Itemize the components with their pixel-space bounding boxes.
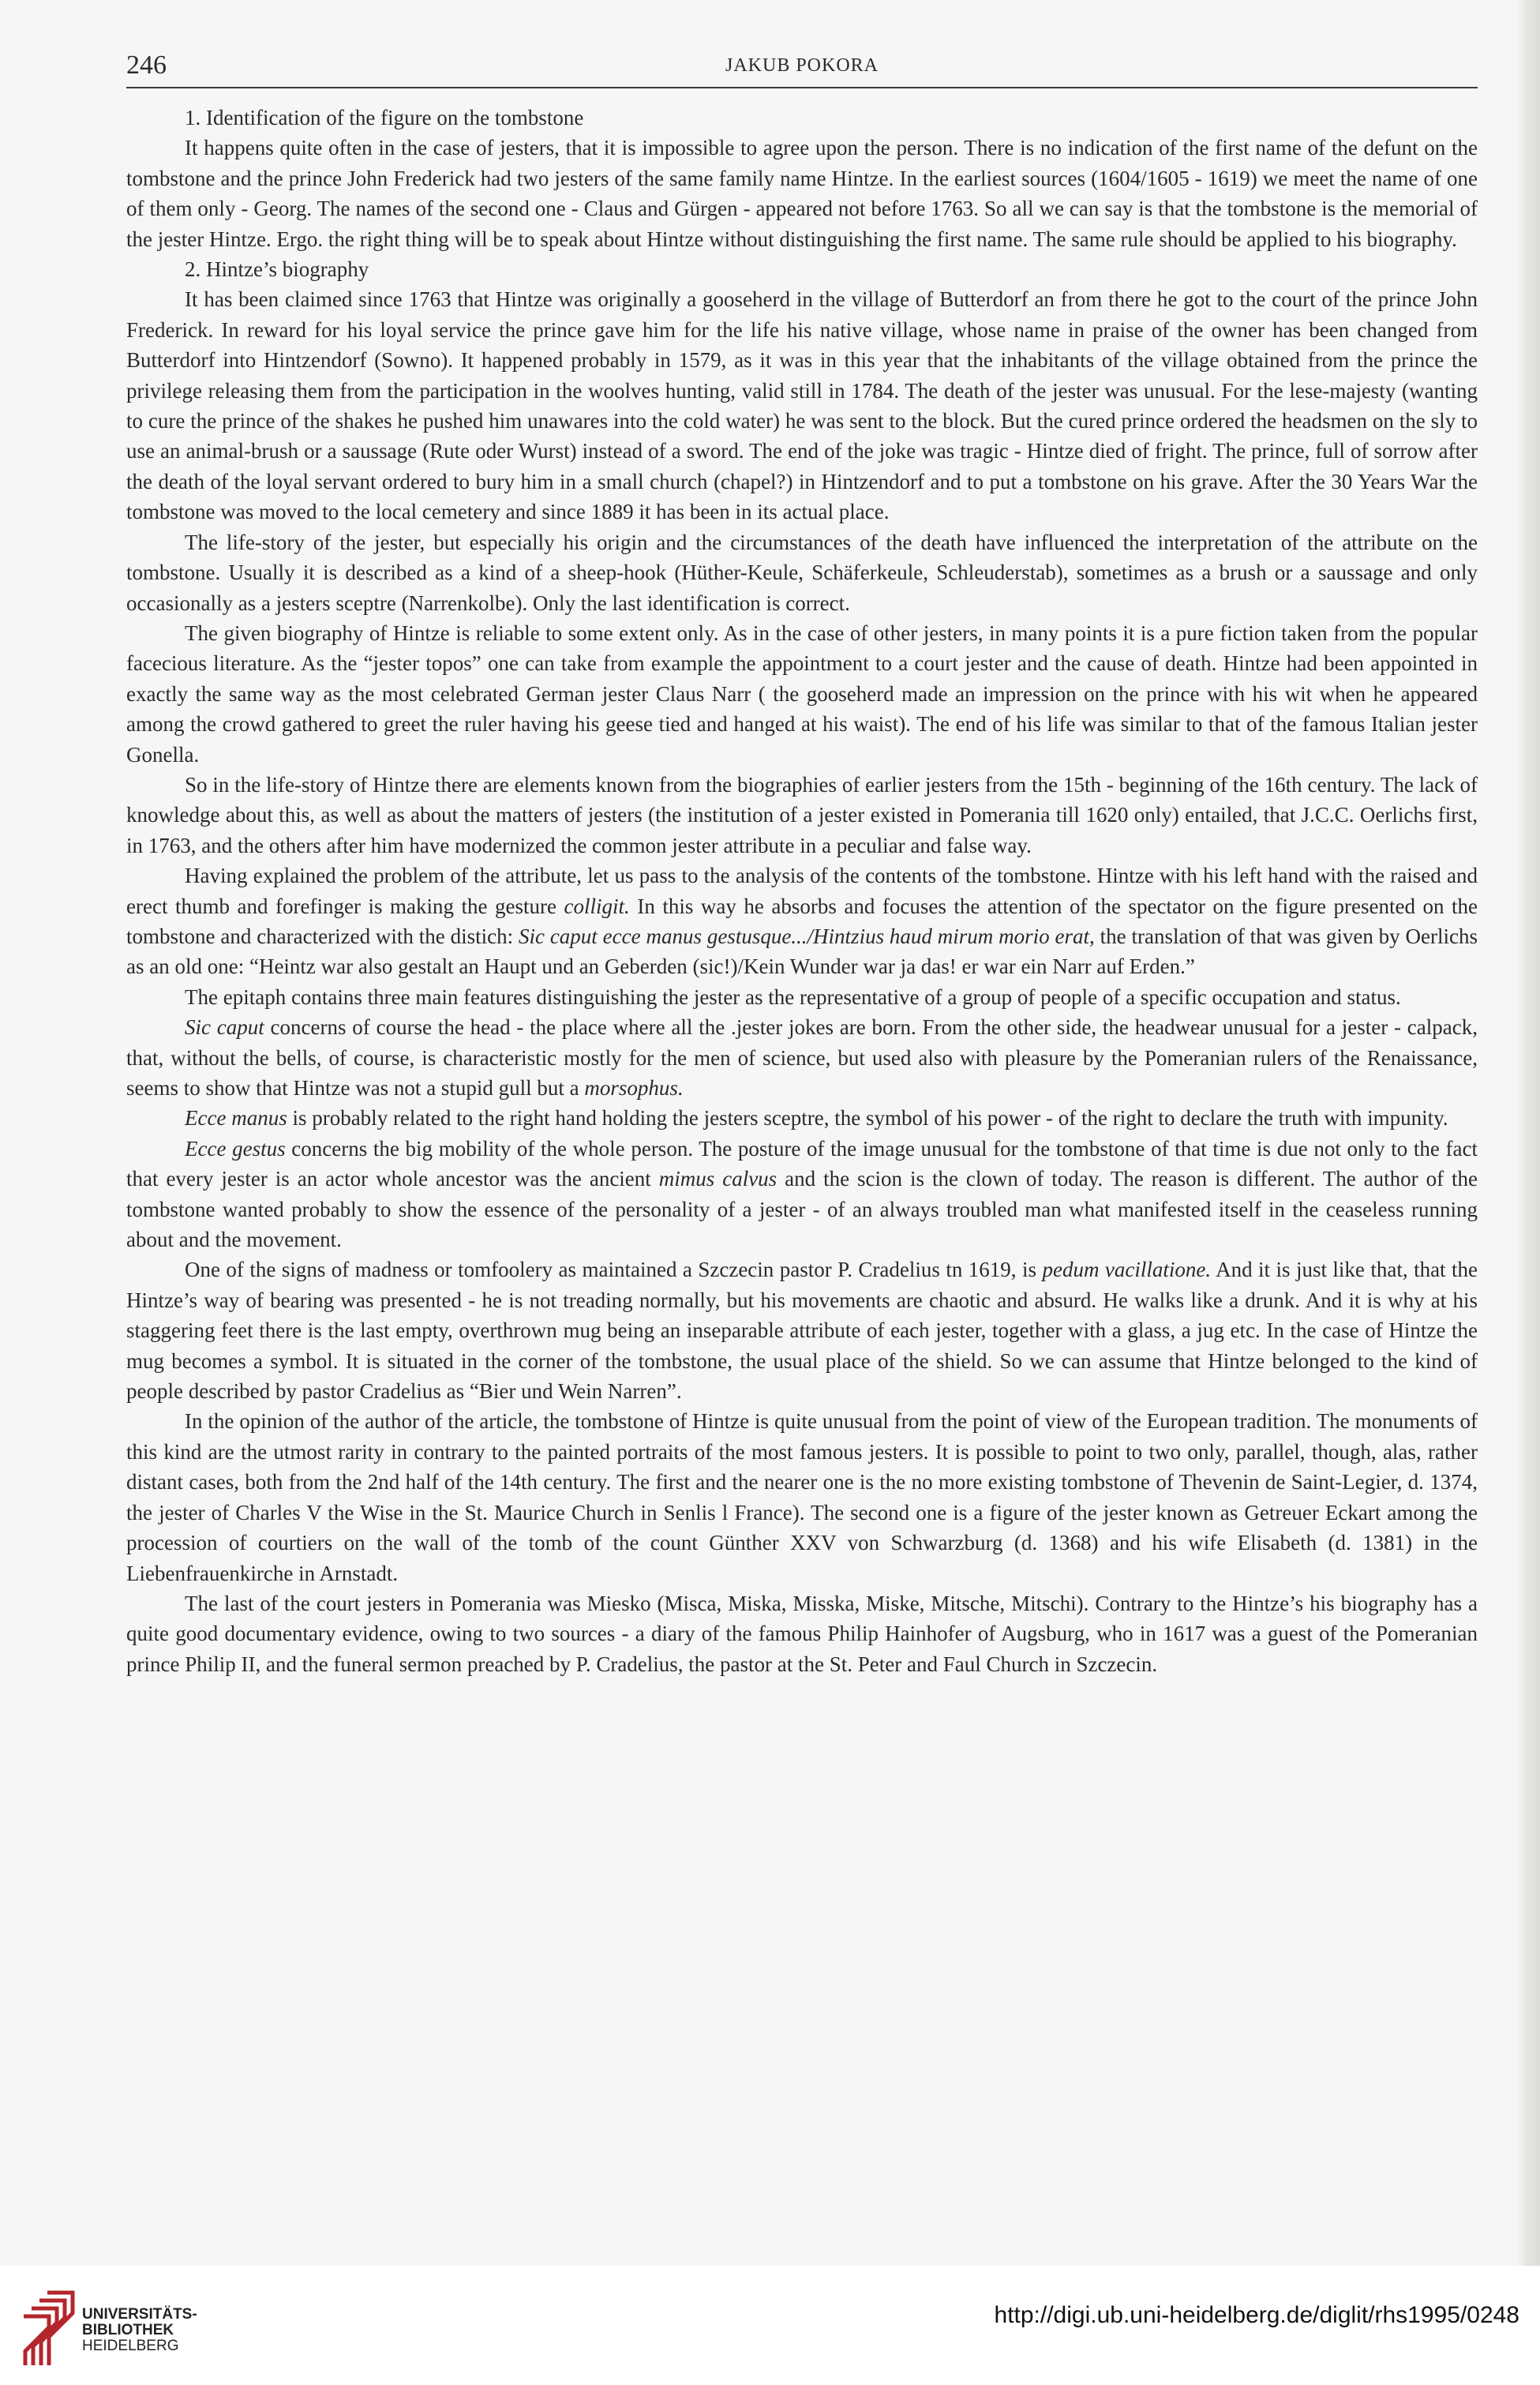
- source-url-link[interactable]: http://digi.ub.uni-heidelberg.de/diglit/rhs1995/0248: [994, 2302, 1519, 2328]
- paragraph: [126, 982, 1478, 1012]
- library-logo[interactable]: [17, 2289, 302, 2368]
- text-run: 2. Hintze’s biography: [185, 257, 369, 282]
- italic-run: Sic caput: [185, 1015, 264, 1040]
- text-run: concerns of course the head - the place where all the .jester jokes are born. From the other side, the headwear unusual for a jester - calpack, that, without the bells, of course, is characteristic mostly for the men of science, but used also with pleasure by the Pomeranian rulers of the Renaissance, seems to show that Hintze was not a stupid gull but a: [126, 1015, 1478, 1100]
- text-run: and the scion is the clown of today. The reason is different. The author of the tombstone wanted probably to show the essence of the personality of a jester - of an always troubled man what manifested itself in the ceaseless running about and the movement.: [126, 1167, 1478, 1252]
- italic-run: Ecce manus: [185, 1106, 287, 1131]
- italic-run: Ecce gestus: [185, 1136, 286, 1161]
- library-logo-text: [82, 2307, 197, 2354]
- italic-run: pedum vacillatione.: [1042, 1258, 1212, 1282]
- text-run: Having explained the problem of the attribute, let us pass to the analysis of the contents of the tombstone. Hintze with his left hand with the raised and erect thumb and forefinger is making the gesture: [126, 864, 1478, 918]
- text-run: The given biography of Hintze is reliable to some extent only. As in the case of other jesters, in many points it is a pure fiction taken from the popular facecious literature. As the “jester topos” one can take from example the appointment to a court jester and the cause of death. Hintze had been appointed in exactly the same way as the most celebrated German jester Claus Narr ( the gooseherd made an impression on the prince with his wit when he appeared among the crowd gathered to greet the ruler having his geese tied and hanged at his waist). The end of his life was similar to that of the famous Italian jester Gonella.: [126, 621, 1478, 767]
- logo-line-2: BIBLIOTHEK: [82, 2322, 174, 2338]
- paragraph: [126, 1254, 1478, 1406]
- paragraph: [126, 1406, 1478, 1588]
- paragraph: [126, 1588, 1478, 1679]
- text-run: , the translation of that was given by Oerlichs as an old one: “Heintz war also gestalt an Haupt und an Geberden (sic!)/Kein Wunder war ja das! er war ein Narr auf Erden.”: [126, 924, 1478, 979]
- paragraph: [126, 770, 1478, 861]
- text-run: The epitaph contains three main features distinguishing the jester as the representative of a group of people of a specific occupation and status.: [185, 984, 1401, 1009]
- text-run: It has been claimed since 1763 that Hintze was originally a gooseherd in the village of Butterdorf an from there he got to the court of the prince John Frederick. In reward for his loyal service the prince gave him for the life his native village, whose name in praise of the owner has been changed from Butterdorf into Hintzendorf (Sowno). It happened probably in 1579, as it was in this year that the inhabitants of the village obtained from the prince the privilege releasing them from the participation in the woolves hunting, valid still in 1784. The death of the jester was unusual. For the lese-majesty (wanting to cure the prince of the shakes he pushed him unawares into the cold water) he was sent to the block. But the cured prince ordered the headsmen on the sly to use an animal-brush or a saussage (Rute oder Wurst) instead of a sword. The end of the joke was tragic - Hintze died of fright. The prince, full of sorrow after the death of the loyal servant ordered to bury him in a small church (chapel?) in Hintzendorf and to put a tombstone on his grave. After the 30 Years War the tombstone was moved to the local cemetery and since 1889 it has been in its actual place.: [126, 287, 1478, 524]
- text-run: The life-story of the jester, but especially his origin and the circumstances of the death have influenced the interpretation of the attribute on the tombstone. Usually it is described as a kind of a sheep-hook (Hüther-Keule, Schäferkeule, Schleuderstab), sometimes as a brush or a saussage and only occasionally as a jesters sceptre (Narrenkolbe). Only the last identification is correct.: [126, 530, 1478, 615]
- italic-run: colligit.: [564, 894, 630, 918]
- text-run: In this way he absorbs and focuses the attention of the spectator on the figure presented on the tombstone and characterized with the distich:: [126, 894, 1478, 948]
- article-body: [126, 103, 1478, 1679]
- text-run: It happens quite often in the case of jesters, that it is impossible to agree upon the person. There is no indication of the first name of the defunt on the tombstone and the prince John Frederick had two jesters of the same family name Hintze. In the earliest sources (1604/1605 - 1619) we meet the name of one of them only - Georg. The names of the second one - Claus and Gürgen - appeared not before 1763. So all we can say is that the tombstone is the memorial of the jester Hintze. Ergo. the right thing will be to speak about Hintze without distinguishing the first name. The same rule should be applied to his biography.: [126, 136, 1478, 251]
- page-header: [126, 47, 1478, 88]
- paragraph: [126, 254, 1478, 284]
- text-run: The last of the court jesters in Pomerania was Miesko (Misca, Miska, Misska, Miske, Mitsche, Mitschi). Contrary to the Hintze’s his biography has a quite good documentary evidence, owing to two sources - a diary of the famous Philip Hainhofer of Augsburg, who in 1617 was a guest of the Pomeranian prince Philip II, and the funeral sermon preached by P. Cradelius, the pastor at the St. Peter and Faul Church in Szczecin.: [126, 1591, 1478, 1676]
- paragraph: [126, 103, 1478, 133]
- text-run: In the opinion of the author of the article, the tombstone of Hintze is quite unusual from the point of view of the European tradition. The monuments of this kind are the utmost rarity in contrary to the painted portraits of the most famous jesters. It is possible to point to two only, parallel, though, alas, rather distant cases, both from the 2nd half of the 14th century. The first and the nearer one is the no more existing tombstone of Thevenin de Saint-Legier, d. 1374, the jester of Charles V the Wise in the St. Maurice Church in Senlis l France). The second one is a figure of the jester known as Getreuer Eckart among the procession of courtiers on the wall of the tomb of the count Günther XXV von Schwarzburg (d. 1368) and his wife Elisabeth (d. 1381) in the Liebenfrauenkirche in Arnstadt.: [126, 1409, 1478, 1585]
- logo-line-3: HEIDELBERG: [82, 2338, 179, 2354]
- paragraph: [126, 618, 1478, 770]
- italic-run: morsophus.: [584, 1076, 684, 1100]
- text-run: So in the life-story of Hintze there are elements known from the biographies of earlier jesters from the 15th - beginning of the 16th century. The lack of knowledge about this, as well as about the matters of jesters (the institution of a jester existed in Pomerania till 1620 only) entailed, that J.C.C. Oerlichs first, in 1763, and the others after him have modernized the common jester attribute in a peculiar and false way.: [126, 772, 1478, 857]
- paragraph: [126, 133, 1478, 254]
- text-run: concerns the big mobility of the whole person. The posture of the image unusual for the tombstone of that time is due not only to the fact that every jester is an actor whole ancestor was the ancient: [126, 1136, 1478, 1191]
- running-head: JAKUB POKORA: [725, 55, 879, 76]
- page-edge-shadow: [1516, 0, 1540, 2266]
- text-run: 1. Identification of the figure on the tombstone: [185, 106, 584, 129]
- paragraph: [126, 1103, 1478, 1133]
- text-run: is probably related to the right hand holding the jesters sceptre, the symbol of his power - of the right to declare the truth with impunity.: [287, 1106, 1448, 1131]
- logo-line-1: UNIVERSITÄTS-: [82, 2306, 197, 2323]
- paragraph: [126, 861, 1478, 982]
- italic-run: Sic caput ecce manus gestusque.../Hintzius haud mirum morio erat: [518, 924, 1090, 948]
- page-number: 246: [126, 51, 167, 80]
- paragraph: [126, 1134, 1478, 1255]
- paragraph: [126, 527, 1478, 618]
- footer-bar: [0, 2266, 1540, 2385]
- text-run: One of the signs of madness or tomfoolery as maintained a Szczecin pastor P. Cradelius tn 1619, is: [185, 1258, 1043, 1282]
- library-logo-icon: [17, 2289, 76, 2368]
- italic-run: mimus calvus: [658, 1167, 777, 1191]
- paragraph: [126, 284, 1478, 527]
- paragraph: [126, 1012, 1478, 1103]
- text-run: And it is just like that, that the Hintze’s way of bearing was presented - he is not treading normally, but his movements are chaotic and absurd. He walks like a drunk. And it is why at his staggering feet there is the last empty, overthrown mug being an inseparable attribute of each jester, together with a glass, a jug etc. In the case of Hintze the mug becomes a symbol. It is situated in the corner of the tombstone, the usual place of the shield. So we can assume that Hintze belonged to the kind of people described by pastor Cradelius as “Bier und Wein Narren”.: [126, 1258, 1478, 1404]
